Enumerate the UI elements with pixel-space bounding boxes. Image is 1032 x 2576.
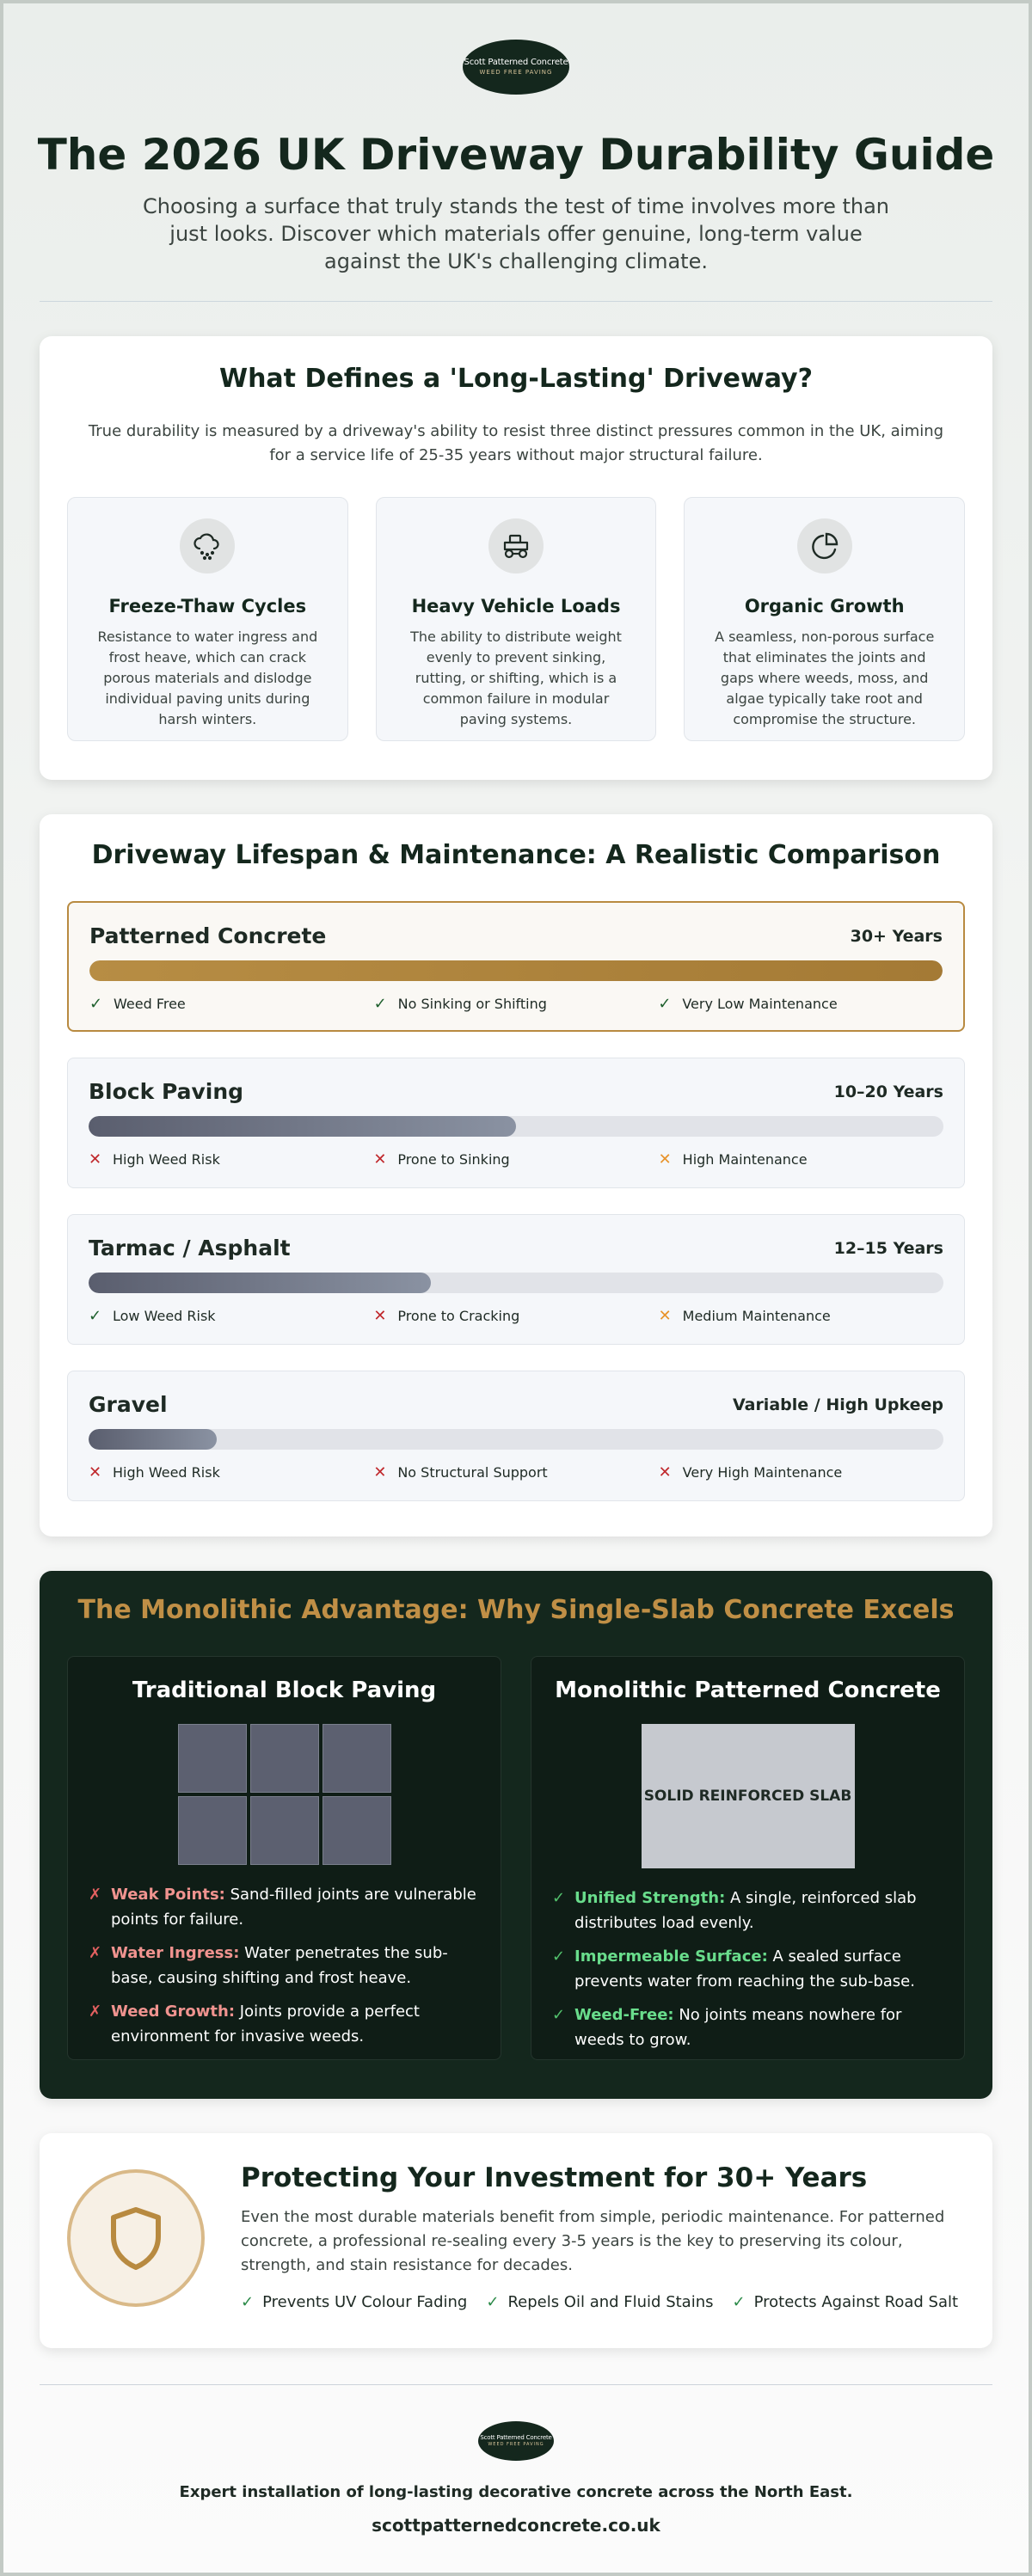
point-text: No joints means nowhere for weeds to grow. (574, 2006, 902, 2049)
material-name: Gravel (89, 1392, 168, 1417)
point-keyword: Impermeable Surface: (574, 1947, 768, 1966)
defines-title: What Defines a 'Long-Lasting' Driveway? (218, 364, 814, 394)
benefit-label: Prevents UV Colour Fading (262, 2293, 468, 2311)
header-divider (40, 301, 992, 302)
feature-item (659, 1150, 943, 1168)
feature-label: High Weed Risk (113, 1151, 220, 1168)
monolithic-title: The Monolithic Advantage: Why Single-Slab Concrete Excels (77, 1595, 955, 1625)
feature-label: Very High Maintenance (682, 1464, 843, 1481)
feature-item (659, 1307, 943, 1325)
paving-block (322, 1724, 391, 1793)
check-icon: ✓ (552, 1889, 566, 1907)
cross-icon: ✕ (373, 1150, 387, 1168)
traditional-column (67, 1656, 501, 2060)
paving-block (178, 1796, 247, 1865)
cross-icon: ✕ (89, 1463, 102, 1481)
weakness-item (87, 1941, 482, 1990)
lifespan-bar (89, 1273, 943, 1293)
feature-label: Very Low Maintenance (682, 996, 838, 1012)
check-icon: ✓ (89, 995, 103, 1013)
comparison-row (67, 1058, 965, 1188)
strength-item (550, 2003, 945, 2052)
lifespan-bar (89, 960, 943, 981)
check-icon: ✓ (552, 2006, 566, 2024)
paving-block (250, 1796, 319, 1865)
pillar-organic-growth (684, 497, 965, 741)
benefit-badge (733, 2293, 959, 2311)
weakness-list (87, 1882, 482, 2049)
strength-item (550, 1886, 945, 1935)
pillar-heavy-loads (376, 497, 657, 741)
check-icon: ✓ (89, 1307, 102, 1325)
comparison-section (40, 814, 992, 1536)
point-text: A single, reinforced slab distributes load evenly. (574, 1889, 917, 1932)
header (3, 3, 1029, 275)
lifespan-bar (89, 1116, 943, 1137)
page-title: The 2026 UK Driveway Durability Guide (37, 130, 995, 180)
protect-title: Protecting Your Investment for 30+ Years (241, 2162, 868, 2193)
cross-icon: ✗ (89, 1944, 102, 1962)
point-text: Joints provide a perfect environment for invasive weeds. (111, 2003, 420, 2045)
pillar-text: A seamless, non-porous surface that eliminates the joints and gaps where weeds, moss, and algae typically take root and compromise the structure. (715, 629, 935, 727)
feature-label: Medium Maintenance (682, 1308, 831, 1324)
feature-item (373, 1150, 658, 1168)
defines-intro: True durability is measured by a driveway's ability to resist three distinct pressures common in the UK, aiming for a service life of 25-35 years without major structural failure. (88, 422, 944, 464)
strength-item (550, 1944, 945, 1994)
point-keyword: Weed-Free: (574, 2006, 674, 2024)
footer-logo[interactable] (478, 2421, 554, 2461)
defines-section (40, 336, 992, 780)
page-subtitle: Choosing a surface that truly stands the test of time involves more than just looks. Discover which materials offer genuine, long-term value against the UK's challenging climate. (142, 194, 890, 273)
website-link[interactable]: scottpatternedconcrete.co.uk (372, 2515, 660, 2536)
point-keyword: Unified Strength: (574, 1889, 726, 1907)
check-icon: ✓ (552, 1947, 566, 1966)
logo-text: Scott Patterned Concrete (464, 58, 568, 67)
comparison-row (67, 1214, 965, 1345)
feature-list (89, 1307, 943, 1325)
pillar-text: The ability to distribute weight evenly to prevent sinking, rutting, or shifting, which is a common failure in modular paving systems. (410, 629, 622, 727)
logo-text: Scott Patterned Concrete (480, 2434, 552, 2441)
construction-compare (67, 1656, 965, 2060)
check-icon: ✓ (241, 2293, 255, 2311)
benefit-label: Protects Against Road Salt (753, 2293, 959, 2311)
material-name: Block Paving (89, 1079, 244, 1104)
lifespan-bar-fill (89, 1116, 516, 1137)
point-text: Sand-filled joints are vulnerable points for failure. (111, 1886, 476, 1929)
cross-icon: ✕ (658, 1307, 672, 1325)
feature-label: Prone to Sinking (397, 1151, 510, 1168)
patterned-title: Monolithic Patterned Concrete (555, 1677, 941, 1703)
feature-list (89, 995, 943, 1013)
monolithic-section (40, 1571, 992, 2099)
feature-label: No Sinking or Shifting (397, 996, 547, 1012)
weakness-item (87, 1999, 482, 2049)
feature-item (89, 1463, 373, 1481)
protect-text: Even the most durable materials benefit from simple, periodic maintenance. For patterned concrete, a professional re-sealing every 3-5 years is the key to preserving its colour, strength, and stain resistance for decades. (241, 2208, 945, 2274)
feature-label: No Structural Support (397, 1464, 548, 1481)
feature-item (373, 1463, 658, 1481)
point-keyword: Weed Growth: (111, 2003, 236, 2021)
logo-tagline: WEED FREE PAVING (488, 2442, 544, 2447)
feature-item (374, 995, 659, 1013)
lifespan-label: 30+ Years (850, 926, 943, 946)
check-icon: ✓ (373, 995, 387, 1013)
point-text: A sealed surface prevents water from reaching the sub-base. (574, 1947, 915, 1990)
strength-list (550, 1886, 945, 2052)
paving-blocks-diagram (178, 1724, 391, 1865)
pie-chart-icon (797, 518, 852, 573)
check-icon: ✓ (658, 995, 672, 1013)
comparison-rows (67, 901, 965, 1501)
feature-label: Low Weed Risk (113, 1308, 216, 1324)
feature-label: Weed Free (114, 996, 186, 1012)
feature-item (373, 1307, 658, 1325)
feature-item (89, 1150, 373, 1168)
feature-item (659, 1463, 943, 1481)
feature-item (658, 995, 943, 1013)
solid-slab-diagram: SOLID REINFORCED SLAB (642, 1724, 855, 1868)
pillar-freeze-thaw (67, 497, 348, 741)
benefit-badge (486, 2293, 713, 2311)
comparison-row (67, 901, 965, 1032)
footer-tagline: Expert installation of long-lasting decorative concrete across the North East. (179, 2483, 853, 2501)
paving-block (250, 1724, 319, 1793)
paving-block (322, 1796, 391, 1865)
feature-label: High Weed Risk (113, 1464, 220, 1481)
material-name: Tarmac / Asphalt (89, 1236, 291, 1260)
lifespan-label: 10–20 Years (833, 1082, 943, 1101)
cross-icon: ✗ (89, 1886, 102, 1904)
lifespan-label: 12–15 Years (833, 1238, 943, 1258)
material-name: Patterned Concrete (89, 923, 327, 948)
feature-label: Prone to Cracking (397, 1308, 520, 1324)
lifespan-bar-fill (89, 1273, 431, 1293)
benefit-badge (241, 2293, 467, 2311)
cross-icon: ✗ (89, 2003, 102, 2021)
protect-section (40, 2133, 992, 2348)
truck-icon (488, 518, 544, 573)
pillars (67, 497, 965, 741)
point-text: Water penetrates the sub-base, causing shifting and frost heave. (111, 1944, 448, 1987)
cross-icon: ✕ (658, 1150, 672, 1168)
benefit-label: Repels Oil and Fluid Stains (507, 2293, 714, 2311)
brand-logo[interactable] (463, 40, 569, 95)
lifespan-label: Variable / High Upkeep (732, 1395, 943, 1414)
check-icon: ✓ (732, 2293, 746, 2311)
pillar-title: Freeze-Thaw Cycles (108, 596, 307, 616)
patterned-column (531, 1656, 965, 2060)
cross-icon: ✕ (373, 1307, 387, 1325)
paving-block (178, 1724, 247, 1793)
traditional-title: Traditional Block Paving (132, 1677, 437, 1703)
lifespan-bar-fill (89, 1429, 217, 1450)
shield-icon (67, 2169, 205, 2307)
lifespan-bar (89, 1429, 943, 1450)
feature-label: High Maintenance (682, 1151, 808, 1168)
lifespan-bar-fill (89, 960, 943, 981)
weakness-item (87, 1882, 482, 1932)
snow-cloud-icon (180, 518, 235, 573)
check-icon: ✓ (486, 2293, 500, 2311)
protect-body (241, 2162, 963, 2348)
comparison-title: Driveway Lifespan & Maintenance: A Realistic Comparison (91, 840, 941, 870)
pillar-title: Organic Growth (744, 596, 905, 616)
feature-item (89, 995, 374, 1013)
benefit-badges (241, 2293, 963, 2311)
feature-list (89, 1463, 943, 1481)
pillar-text: Resistance to water ingress and frost heave, which can crack porous materials and dislodge individual paving units during harsh winters. (97, 629, 318, 727)
cross-icon: ✕ (658, 1463, 672, 1481)
feature-item (89, 1307, 373, 1325)
pillar-title: Heavy Vehicle Loads (411, 596, 621, 616)
footer (3, 2385, 1029, 2536)
comparison-row (67, 1371, 965, 1501)
cross-icon: ✕ (373, 1463, 387, 1481)
point-keyword: Water Ingress: (111, 1944, 240, 1962)
point-keyword: Weak Points: (111, 1886, 225, 1904)
cross-icon: ✕ (89, 1150, 102, 1168)
logo-tagline: WEED FREE PAVING (479, 69, 553, 76)
feature-list (89, 1150, 943, 1168)
